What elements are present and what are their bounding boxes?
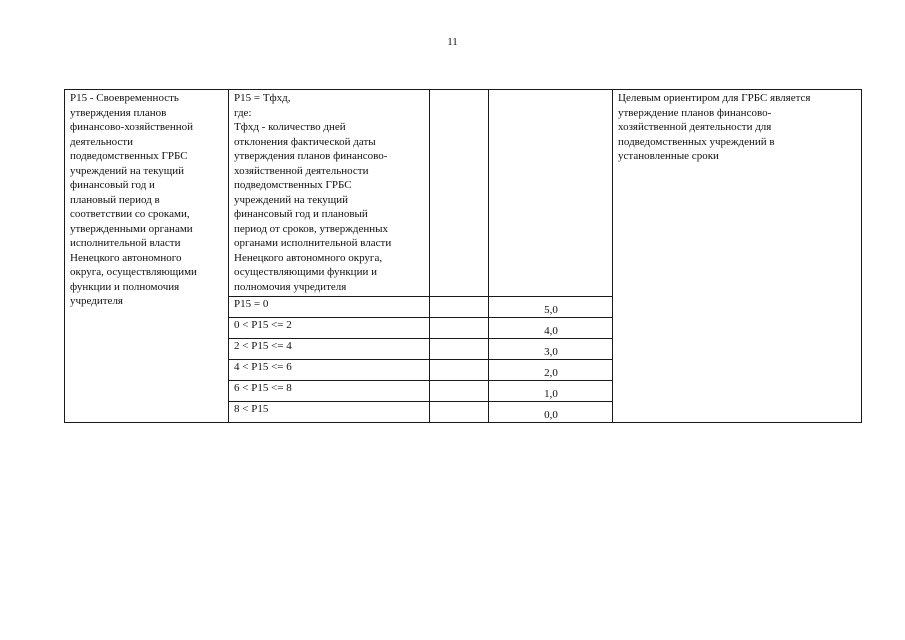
score-value: 1,0 xyxy=(489,381,613,402)
empty-cell xyxy=(430,318,489,339)
empty-cell xyxy=(430,402,489,423)
score-value: 4,0 xyxy=(489,318,613,339)
condition-cell: 4 < Р15 <= 6 xyxy=(229,360,430,381)
empty-cell xyxy=(430,90,489,297)
formula-cell: Р15 = Тфхд, где: Тфхд - количество дней отклонения фактической даты утверждения планов финансово- хозяйственной деятельности подведомственных ГРБС учреждений на текущий финансовый год и плановый период от сроков, утвержденных органами исполнительной власти Ненецкого автономного округа, осуществляющими функции и полномочия учредителя xyxy=(229,90,430,297)
condition-cell: Р15 = 0 xyxy=(229,297,430,318)
condition-cell: 8 < Р15 xyxy=(229,402,430,423)
criteria-table xyxy=(64,89,862,423)
score-value: 0,0 xyxy=(489,402,613,423)
table-row xyxy=(65,90,862,297)
indicator-name-cell: Р15 - Своевременность утверждения планов финансово-хозяйственной деятельности подведомственных ГРБС учреждений на текущий финансовый год и плановый период в соответствии со сроками, утвержденными органами исполнительной власти Ненецкого автономного округа, осуществляющими функции и полномочия учредителя xyxy=(65,90,229,423)
empty-cell xyxy=(430,381,489,402)
condition-cell: 6 < Р15 <= 8 xyxy=(229,381,430,402)
condition-cell: 2 < Р15 <= 4 xyxy=(229,339,430,360)
empty-cell xyxy=(430,339,489,360)
target-cell: Целевым ориентиром для ГРБС является утверждение планов финансово- хозяйственной деятельности для подведомственных учреждений в установленные сроки xyxy=(613,90,862,423)
page-number: 11 xyxy=(447,36,458,48)
empty-cell xyxy=(430,360,489,381)
empty-cell xyxy=(489,90,613,297)
score-value: 5,0 xyxy=(489,297,613,318)
score-value: 3,0 xyxy=(489,339,613,360)
score-value: 2,0 xyxy=(489,360,613,381)
empty-cell xyxy=(430,297,489,318)
condition-cell: 0 < Р15 <= 2 xyxy=(229,318,430,339)
